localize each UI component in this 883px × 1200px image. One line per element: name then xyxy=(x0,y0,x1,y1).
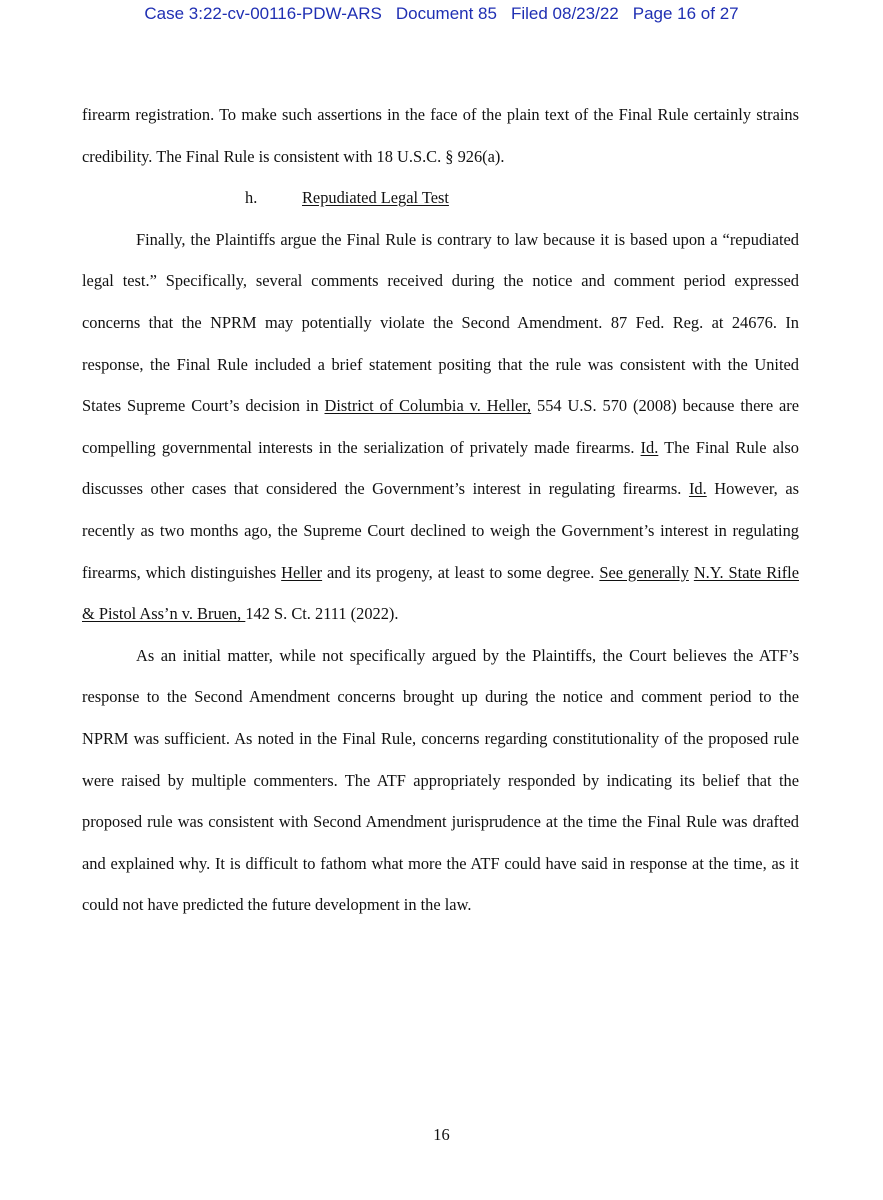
section-heading xyxy=(82,177,799,219)
case-header xyxy=(0,4,883,24)
case-citation-bruen: N.Y. State Rifle & Pistol Ass’n v. Bruen, xyxy=(82,562,799,624)
document-body xyxy=(82,94,799,926)
page-number: 16 xyxy=(433,1125,450,1144)
text-run: The Final Rule also discusses other cases that considered the Government’s interest in regulating firearms. xyxy=(82,437,799,499)
paragraph-continued: firearm registration. To make such assertions in the face of the plain text of the Final Rule certainly strains credibility. The Final Rule is consistent with 18 U.S.C. § 926(a). xyxy=(82,105,799,166)
paragraph-repudiated-test xyxy=(82,219,799,635)
case-citation-heller: Heller xyxy=(281,562,323,582)
filed-date: Filed 08/23/22 xyxy=(510,4,619,23)
text-run: 554 U.S. 570 (2008) because there are compelling governmental interests in the serialization of privately made firearms. xyxy=(82,396,799,457)
section-title: Repudiated Legal Test xyxy=(302,188,449,208)
text-run: and its progeny, at least to some degree. xyxy=(322,562,600,582)
text-run: However, as recently as two months ago, the Supreme Court declined to weigh the Government’s interest in regulating firearms, which distinguishes xyxy=(82,479,799,582)
case-citation-heller-full: District of Columbia v. Heller, xyxy=(324,396,532,416)
page-indicator: Page 16 of 27 xyxy=(632,4,739,23)
text-run: 142 S. Ct. 2111 (2022). xyxy=(245,604,399,624)
document-number: Document 85 xyxy=(395,4,497,23)
section-letter: h. xyxy=(245,188,258,208)
signal-see-generally: See generally xyxy=(599,562,689,582)
citation-id: Id. xyxy=(688,479,707,499)
paragraph-initial-matter: As an initial matter, while not specifically argued by the Plaintiffs, the Court believes the ATF’s response to the Second Amendment concerns brought up during the notice and comment period to the NPRM was sufficient. As noted in the Final Rule, concerns regarding constitutionality of the proposed rule were raised by multiple commenters. The ATF appropriately responded by indicating its belief that the proposed rule was consistent with Second Amendment jurisprudence at the time the Final Rule was drafted and explained why. It is difficult to fathom what more the ATF could have said in response at the time, as it could not have predicted the future development in the law. xyxy=(82,645,799,915)
text-run: Finally, the Plaintiffs argue the Final Rule is contrary to law because it is based upon a “repudiated legal test.” Specifically, several comments received during the notice and comment period expressed concerns that the NPRM may potentially violate the Second Amendment. 87 Fed. Reg. at 24676. In response, the Final Rule included a brief statement positing that the rule was consistent with the United States Supreme Court’s decision in xyxy=(82,229,799,416)
citation-id: Id. xyxy=(640,437,659,457)
case-number: Case 3:22-cv-00116-PDW-ARS xyxy=(144,4,382,23)
